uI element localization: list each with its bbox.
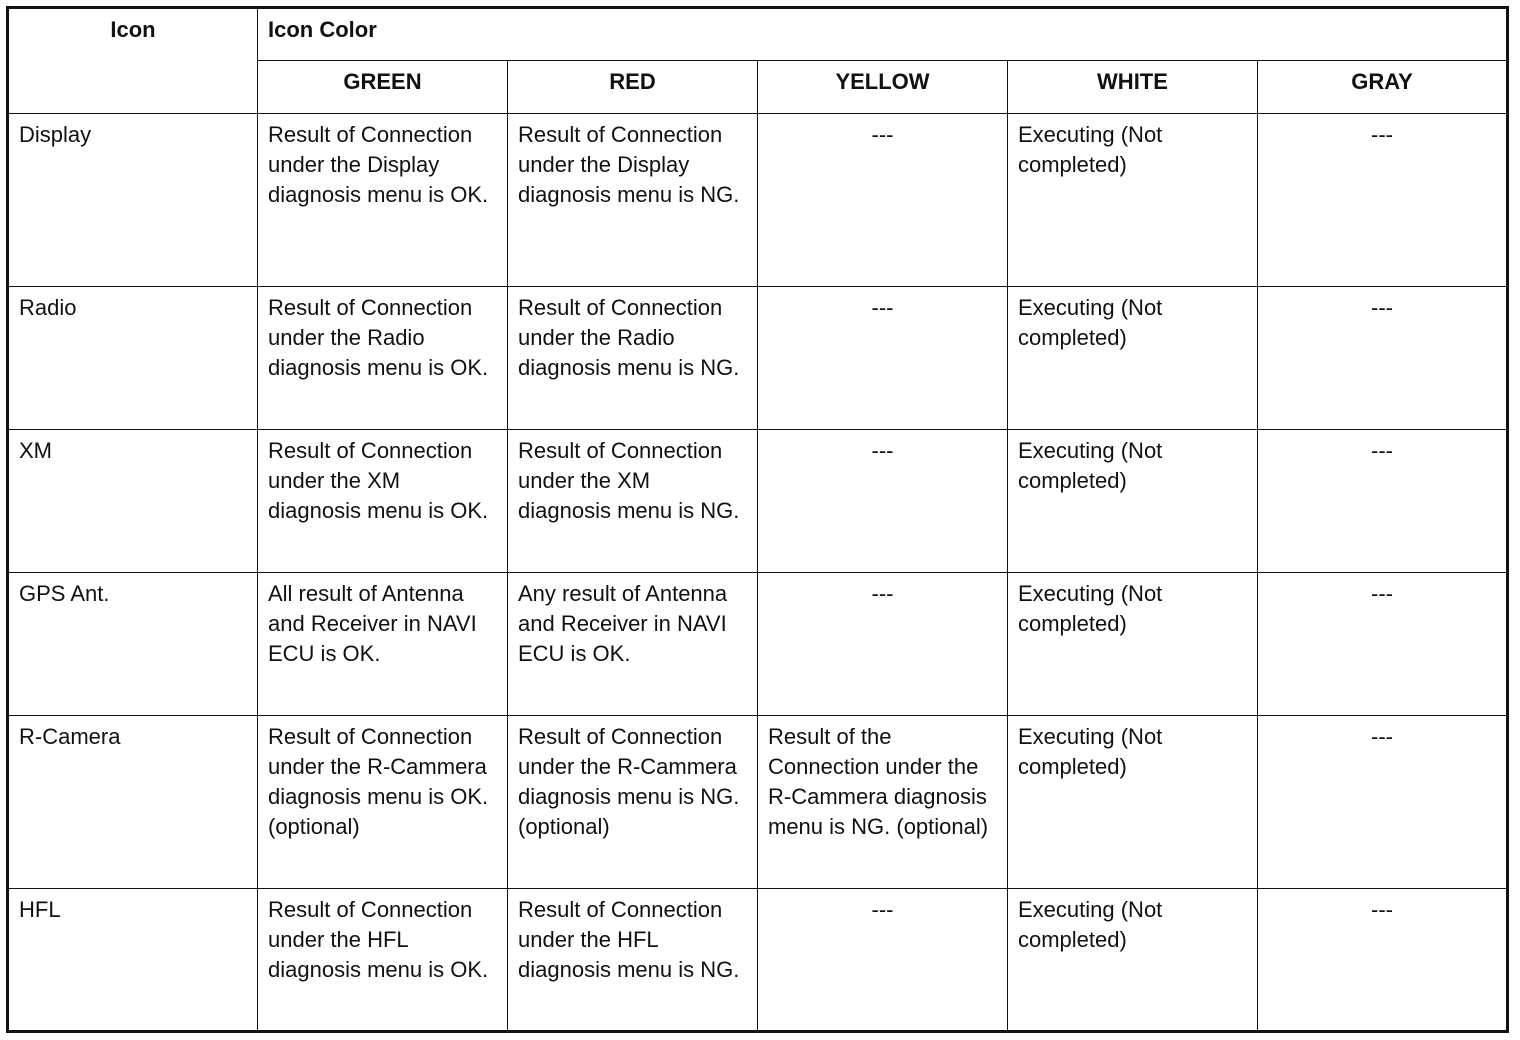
icon-cell: HFL	[8, 889, 258, 1032]
table-row	[8, 889, 1508, 1032]
color-header-white: WHITE	[1008, 61, 1258, 114]
red-cell: Result of Connection under the Display diagnosis menu is NG.	[508, 114, 758, 287]
gray-cell: ---	[1258, 287, 1508, 430]
table-row	[8, 573, 1508, 716]
green-cell: Result of Connection under the XM diagnosis menu is OK.	[258, 430, 508, 573]
green-cell: Result of Connection under the Display diagnosis menu is OK.	[258, 114, 508, 287]
color-header-green: GREEN	[258, 61, 508, 114]
red-cell: Result of Connection under the XM diagnosis menu is NG.	[508, 430, 758, 573]
color-header-gray: GRAY	[1258, 61, 1508, 114]
white-cell: Executing (Not completed)	[1008, 430, 1258, 573]
yellow-cell: Result of the Connection under the R-Cammera diagnosis menu is NG. (optional)	[758, 716, 1008, 889]
white-cell: Executing (Not completed)	[1008, 114, 1258, 287]
icon-cell: R-Camera	[8, 716, 258, 889]
header-row	[8, 8, 1508, 61]
gray-cell: ---	[1258, 573, 1508, 716]
icon-cell: Radio	[8, 287, 258, 430]
white-cell: Executing (Not completed)	[1008, 889, 1258, 1032]
yellow-cell: ---	[758, 573, 1008, 716]
gray-cell: ---	[1258, 114, 1508, 287]
green-cell: Result of Connection under the HFL diagnosis menu is OK.	[258, 889, 508, 1032]
icon-column-header: Icon	[8, 8, 258, 114]
green-cell: Result of Connection under the Radio diagnosis menu is OK.	[258, 287, 508, 430]
table-row	[8, 114, 1508, 287]
white-cell: Executing (Not completed)	[1008, 573, 1258, 716]
white-cell: Executing (Not completed)	[1008, 287, 1258, 430]
table-row	[8, 716, 1508, 889]
icon-cell: XM	[8, 430, 258, 573]
icon-color-header: Icon Color	[258, 8, 1508, 61]
yellow-cell: ---	[758, 430, 1008, 573]
yellow-cell: ---	[758, 114, 1008, 287]
green-cell: Result of Connection under the R-Cammera diagnosis menu is OK. (optional)	[258, 716, 508, 889]
red-cell: Result of Connection under the HFL diagnosis menu is NG.	[508, 889, 758, 1032]
yellow-cell: ---	[758, 287, 1008, 430]
icon-cell: GPS Ant.	[8, 573, 258, 716]
gray-cell: ---	[1258, 430, 1508, 573]
green-cell: All result of Antenna and Receiver in NAVI ECU is OK.	[258, 573, 508, 716]
yellow-cell: ---	[758, 889, 1008, 1032]
table-row	[8, 287, 1508, 430]
icon-cell: Display	[8, 114, 258, 287]
icon-color-table	[6, 6, 1509, 1033]
red-cell: Any result of Antenna and Receiver in NAVI ECU is OK.	[508, 573, 758, 716]
red-cell: Result of Connection under the R-Cammera diagnosis menu is NG. (optional)	[508, 716, 758, 889]
red-cell: Result of Connection under the Radio diagnosis menu is NG.	[508, 287, 758, 430]
table-row	[8, 430, 1508, 573]
gray-cell: ---	[1258, 889, 1508, 1032]
white-cell: Executing (Not completed)	[1008, 716, 1258, 889]
color-header-red: RED	[508, 61, 758, 114]
color-header-yellow: YELLOW	[758, 61, 1008, 114]
gray-cell: ---	[1258, 716, 1508, 889]
